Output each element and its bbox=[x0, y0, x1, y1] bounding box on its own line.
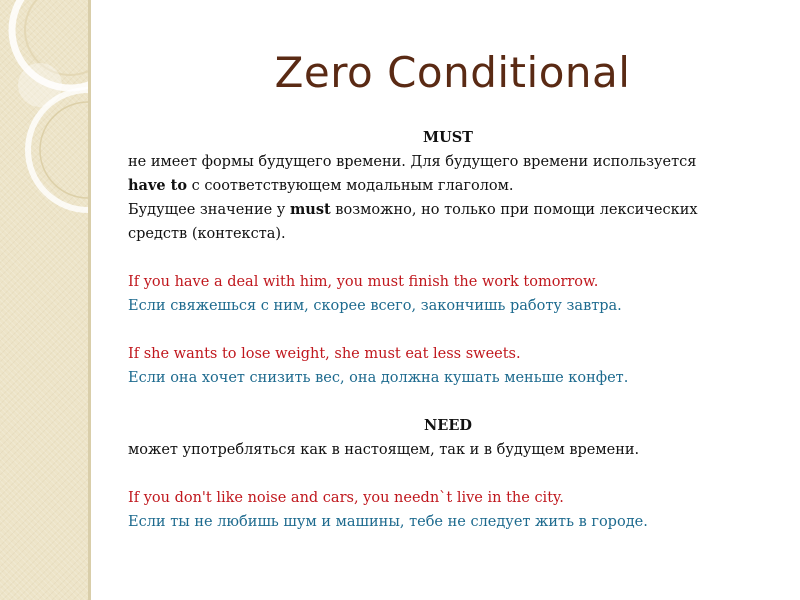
must-description-line-3 bbox=[128, 198, 768, 222]
deco-ring-middle-inner bbox=[40, 102, 88, 198]
must-description-line-3-pre: Будущее значение у bbox=[128, 202, 290, 218]
must-example-1-russian: Если свяжешься с ним, скорее всего, закончишь работу завтра. bbox=[128, 298, 622, 314]
must-heading: MUST bbox=[423, 129, 473, 146]
must-example-2-russian: Если она хочет снизить вес, она должна кушать меньше конфет. bbox=[128, 370, 629, 386]
need-example-russian: Если ты не любишь шум и машины, тебе не следует жить в городе. bbox=[128, 514, 648, 530]
must-example-1-english: If you have a deal with him, you must finish the work tomorrow. bbox=[128, 274, 599, 290]
spacer bbox=[128, 462, 768, 486]
spacer bbox=[128, 318, 768, 342]
must-term: must bbox=[289, 201, 331, 218]
need-example-english: If you don't like noise and cars, you needn`t live in the city. bbox=[128, 490, 564, 506]
must-description-line-2-rest: с соответствующем модальным глаголом. bbox=[187, 178, 514, 194]
slide-body bbox=[128, 126, 768, 534]
spacer bbox=[128, 246, 768, 270]
must-example-2-english: If she wants to lose weight, she must eat less sweets. bbox=[128, 346, 521, 362]
must-description-line-2 bbox=[128, 174, 768, 198]
must-description-line-1: не имеет формы будущего времени. Для будущего времени используется bbox=[128, 154, 697, 170]
spacer bbox=[128, 390, 768, 414]
need-description: может употребляться как в настоящем, так и в будущем времени. bbox=[128, 442, 640, 458]
must-description-line-3-post: возможно, но только при помощи лексических bbox=[330, 202, 698, 218]
deco-ring-middle bbox=[28, 90, 88, 210]
must-description-line-4: средств (контекста). bbox=[128, 226, 286, 242]
have-to-term: have to bbox=[128, 177, 188, 194]
slide-title: Zero Conditional bbox=[274, 48, 631, 97]
need-heading: NEED bbox=[424, 417, 472, 434]
